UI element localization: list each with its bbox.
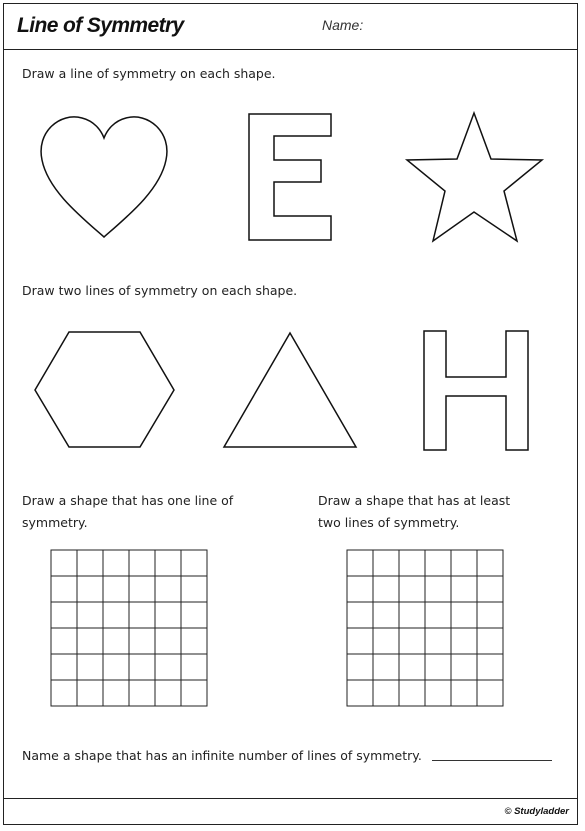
grid-cell[interactable] — [425, 680, 451, 706]
grid-cell[interactable] — [51, 550, 77, 576]
grid-cell[interactable] — [181, 628, 207, 654]
grid-cell[interactable] — [51, 680, 77, 706]
letter-h-shape[interactable] — [424, 331, 528, 450]
grid-cell[interactable] — [181, 654, 207, 680]
heart-shape[interactable] — [41, 117, 167, 237]
star-shape[interactable] — [407, 113, 542, 241]
grid-cell[interactable] — [373, 680, 399, 706]
grid-cell[interactable] — [51, 576, 77, 602]
grid-cell[interactable] — [373, 602, 399, 628]
drawing-grid-right[interactable] — [347, 550, 503, 706]
grid-cell[interactable] — [103, 628, 129, 654]
grid-cell[interactable] — [399, 576, 425, 602]
grid-cell[interactable] — [399, 602, 425, 628]
grid-cell[interactable] — [129, 654, 155, 680]
grid-cell[interactable] — [103, 680, 129, 706]
grid-cell[interactable] — [155, 654, 181, 680]
hexagon-shape[interactable] — [35, 332, 174, 447]
grid-cell[interactable] — [347, 654, 373, 680]
grid-cell[interactable] — [103, 576, 129, 602]
name-label: Name: — [322, 17, 364, 33]
grid-cell[interactable] — [77, 628, 103, 654]
grid-cell[interactable] — [451, 654, 477, 680]
grid-cell[interactable] — [347, 602, 373, 628]
grid-cell[interactable] — [103, 654, 129, 680]
grid-cell[interactable] — [451, 628, 477, 654]
instruction-draw-two-lines: Draw a shape that has at least two lines of symmetry. — [318, 493, 511, 530]
page-title: Line of Symmetry — [17, 14, 184, 37]
grid-cell[interactable] — [451, 550, 477, 576]
grid-cell[interactable] — [451, 602, 477, 628]
grid-cell[interactable] — [425, 602, 451, 628]
grid-cell[interactable] — [51, 628, 77, 654]
grid-cell[interactable] — [129, 628, 155, 654]
grid-cell[interactable] — [425, 628, 451, 654]
grid-cell[interactable] — [77, 550, 103, 576]
grid-cell[interactable] — [51, 654, 77, 680]
grid-cell[interactable] — [181, 602, 207, 628]
copyright-footer: © Studyladder — [504, 806, 569, 817]
grid-cell[interactable] — [373, 550, 399, 576]
grid-cell[interactable] — [155, 680, 181, 706]
grid-cell[interactable] — [477, 628, 503, 654]
grid-cell[interactable] — [103, 550, 129, 576]
grid-cell[interactable] — [477, 654, 503, 680]
grid-cell[interactable] — [477, 602, 503, 628]
grid-cell[interactable] — [77, 576, 103, 602]
grid-cell[interactable] — [347, 680, 373, 706]
grid-cell[interactable] — [451, 576, 477, 602]
grid-cell[interactable] — [425, 576, 451, 602]
grid-cell[interactable] — [451, 680, 477, 706]
grid-cell[interactable] — [399, 654, 425, 680]
drawing-grid-left[interactable] — [51, 550, 207, 706]
grid-cell[interactable] — [477, 576, 503, 602]
grid-cell[interactable] — [477, 550, 503, 576]
grid-cell[interactable] — [77, 654, 103, 680]
instruction-draw-one-line: Draw a shape that has one line of symmetry. — [22, 493, 234, 530]
instruction-one-line: Draw a line of symmetry on each shape. — [22, 66, 276, 81]
grid-cell[interactable] — [181, 576, 207, 602]
grid-cell[interactable] — [477, 680, 503, 706]
grid-cell[interactable] — [347, 550, 373, 576]
grid-cell[interactable] — [129, 602, 155, 628]
grid-cell[interactable] — [155, 550, 181, 576]
grid-cell[interactable] — [373, 576, 399, 602]
grid-cell[interactable] — [373, 628, 399, 654]
grid-cell[interactable] — [399, 550, 425, 576]
grid-cell[interactable] — [181, 550, 207, 576]
grid-cell[interactable] — [181, 680, 207, 706]
grid-cell[interactable] — [347, 628, 373, 654]
grid-cell[interactable] — [425, 550, 451, 576]
grid-cell[interactable] — [155, 628, 181, 654]
grid-cell[interactable] — [155, 602, 181, 628]
grid-cell[interactable] — [129, 550, 155, 576]
letter-e-shape[interactable] — [249, 114, 331, 240]
grid-cell[interactable] — [77, 602, 103, 628]
grid-cell[interactable] — [373, 654, 399, 680]
grid-cell[interactable] — [155, 576, 181, 602]
instruction-infinite: Name a shape that has an infinite number of lines of symmetry. — [22, 748, 422, 763]
triangle-shape[interactable] — [224, 333, 356, 447]
grid-cell[interactable] — [399, 628, 425, 654]
grid-cell[interactable] — [51, 602, 77, 628]
grid-cell[interactable] — [129, 576, 155, 602]
grid-cell[interactable] — [347, 576, 373, 602]
grid-cell[interactable] — [129, 680, 155, 706]
grid-cell[interactable] — [77, 680, 103, 706]
grid-cell[interactable] — [103, 602, 129, 628]
instruction-two-lines: Draw two lines of symmetry on each shape. — [22, 283, 298, 298]
grid-cell[interactable] — [425, 654, 451, 680]
grid-cell[interactable] — [399, 680, 425, 706]
